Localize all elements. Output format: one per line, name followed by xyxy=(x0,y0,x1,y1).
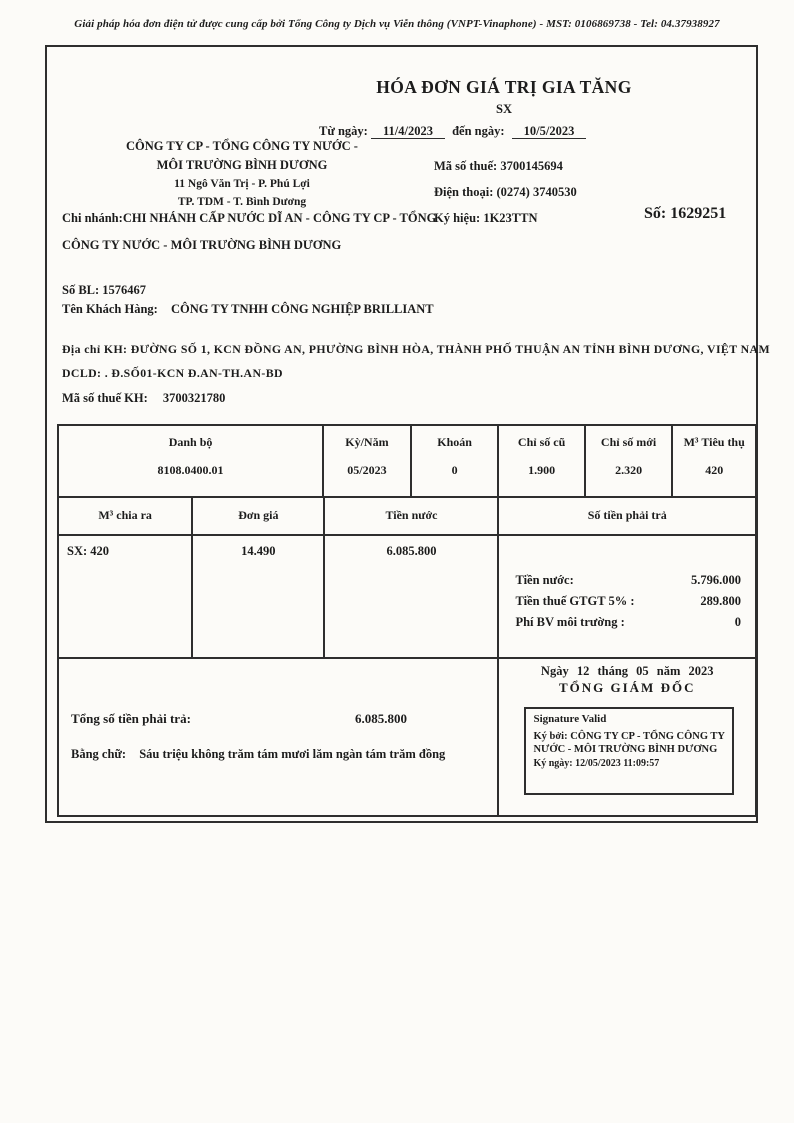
total-value: 289.800 xyxy=(700,594,741,608)
grand-total-label: Tổng số tiền phải trả: xyxy=(71,711,191,726)
column-header-tien-nuoc: Tiền nước xyxy=(323,498,497,534)
invoice-title: HÓA ĐƠN GIÁ TRỊ GIA TĂNG xyxy=(376,77,632,97)
signed-date-row xyxy=(533,758,725,769)
invoice-serial-label: Ký hiệu: xyxy=(434,211,481,225)
cell-value: 420 xyxy=(705,463,724,477)
table-cell-tieu-thu xyxy=(671,426,755,496)
customer-name-value: CÔNG TY TNHH CÔNG NGHIỆP BRILLIANT xyxy=(170,302,434,316)
table-cell-chi-so-moi xyxy=(584,426,672,496)
table-cell-ky-nam xyxy=(322,426,410,496)
so-bl-label: Số BL: xyxy=(62,283,100,297)
customer-tax-label: Mã số thuế KH: xyxy=(62,391,148,405)
signed-date-label: Ký ngày: xyxy=(533,758,573,769)
total-label: Tiền thuế GTGT 5% : xyxy=(515,594,635,608)
column-header: Danh bộ xyxy=(168,435,213,449)
seller-tax-code: 3700145694 xyxy=(500,159,563,173)
total-line-water xyxy=(499,570,755,591)
seller-name-line1: CÔNG TY CP - TỔNG CÔNG TY NƯỚC - xyxy=(126,139,358,153)
grand-total-value: 6.085.800 xyxy=(355,711,407,726)
column-header: Chỉ số cũ xyxy=(517,435,566,449)
column-header-don-gia: Đơn giá xyxy=(191,498,323,534)
digital-signature-box xyxy=(524,707,734,795)
invoice-type-code: SX xyxy=(496,102,512,116)
director-title: TỔNG GIÁM ĐỐC xyxy=(558,680,696,695)
customer-name-label: Tên Khách Hàng: xyxy=(62,302,158,316)
seller-name-line2: MÔI TRƯỜNG BÌNH DƯƠNG xyxy=(156,158,328,172)
seller-company-block xyxy=(87,137,397,211)
seller-address-line2: TP. TDM - T. Bình Dương xyxy=(177,196,307,208)
customer-address-block xyxy=(62,337,770,385)
customer-name-row xyxy=(62,302,434,317)
seller-tax-row xyxy=(434,159,577,185)
from-date-label: Từ ngày: xyxy=(319,124,368,138)
branch-label: Chi nhánh: xyxy=(62,211,123,225)
column-header: M³ Tiêu thụ xyxy=(683,435,745,449)
branch-value: CHI NHÁNH CẤP NƯỚC DĨ AN - CÔNG TY CP - TỔNG CÔNG TY NƯỚC - MÔI TRƯỜNG BÌNH DƯƠNG xyxy=(62,211,437,252)
total-line-vat xyxy=(499,591,755,612)
title-block xyxy=(365,77,643,117)
to-date-label: đến ngày: xyxy=(452,124,505,138)
total-line-env-fee xyxy=(499,612,755,633)
meter-reading-table xyxy=(59,426,755,496)
customer-address-label: Địa chỉ KH: xyxy=(62,342,128,356)
charge-cell-m3: SX: 420 xyxy=(67,544,110,558)
amount-in-words-label: Bằng chữ: xyxy=(71,747,127,761)
invoice-number-label: Số: xyxy=(644,205,667,222)
amounts-due-cell xyxy=(497,536,755,657)
amount-in-words-value: Sáu triệu không trăm tám mươi lăm ngàn tám trăm đồng xyxy=(139,747,446,761)
signed-by-label: Ký bởi: xyxy=(533,731,568,742)
column-header: Kỳ/Năm xyxy=(345,435,389,449)
footer-section xyxy=(59,657,755,815)
cell-value: 8108.0400.01 xyxy=(157,463,224,477)
cell-value: 1.900 xyxy=(528,463,556,477)
signed-date-value: 12/05/2023 11:09:57 xyxy=(575,758,660,769)
column-header: Chỉ số mới xyxy=(600,435,657,449)
footer-right-cell xyxy=(497,659,755,815)
customer-dcld-line: DCLD: . Đ.SỐ01-KCN Đ.AN-TH.AN-BD xyxy=(62,366,283,380)
invoice-number-row xyxy=(644,205,726,223)
from-date-value: 11/4/2023 xyxy=(371,124,445,139)
table-cell-chi-so-cu xyxy=(497,426,583,496)
cell-value: 2.320 xyxy=(615,463,643,477)
column-header-m3-chia-ra: M³ chia ra xyxy=(98,508,152,522)
seller-tax-label: Mã số thuế: xyxy=(434,159,498,173)
customer-tax-row xyxy=(62,391,225,406)
column-header-so-tien-phai-tra: Số tiền phải trả xyxy=(497,498,755,534)
provider-line: Giải pháp hóa đơn điện tử được cung cấp bởi Tổng Công ty Dịch vụ Viễn thông (VNPT-Vinaphone) - MST: 0106869738 - Tel: 04.37938927 xyxy=(74,18,720,30)
signed-by-value: CÔNG TY CP - TỔNG CÔNG TY NƯỚC - MÔI TRƯỜNG BÌNH DƯƠNG xyxy=(533,731,725,755)
amount-in-words-row xyxy=(71,747,445,762)
charge-cell-water-amount: 6.085.800 xyxy=(323,536,497,657)
customer-address-row xyxy=(62,337,770,361)
charge-table-body xyxy=(59,534,755,657)
invoice-serial-value: 1K23TTN xyxy=(483,211,538,225)
so-bl-row xyxy=(62,283,146,298)
seller-address-line1: 11 Ngô Văn Trị - P. Phú Lợi xyxy=(174,178,310,190)
so-bl-value: 1576467 xyxy=(102,283,147,297)
seller-phone-label: Điện thoại: xyxy=(434,185,494,199)
total-value: 5.796.000 xyxy=(690,573,741,587)
cell-value: 0 xyxy=(451,463,458,477)
customer-address-value: ĐƯỜNG SỐ 1, KCN ĐỒNG AN, PHƯỜNG BÌNH HÒA, THÀNH PHỐ THUẬN AN TỈNH BÌNH DƯƠNG, VIỆT NAM xyxy=(130,342,770,356)
signed-by-row xyxy=(533,730,725,756)
invoice-tables xyxy=(57,424,757,817)
total-label: Phí BV môi trường : xyxy=(515,615,625,629)
total-value: 0 xyxy=(734,615,741,629)
branch-line xyxy=(62,205,458,259)
invoice-frame xyxy=(45,45,770,823)
customer-tax-code: 3700321780 xyxy=(162,391,226,405)
cell-value: 05/2023 xyxy=(347,463,387,477)
signature-date-line: Ngày 12 tháng 05 năm 2023 xyxy=(540,664,714,678)
signature-valid-text: Signature Valid xyxy=(533,713,607,725)
table-cell-khoan xyxy=(410,426,498,496)
charge-table-header xyxy=(59,496,755,534)
seller-phone-value: (0274) 3740530 xyxy=(496,185,577,199)
table-cell-danh-bo xyxy=(59,426,322,496)
charge-cell-unit-price: 14.490 xyxy=(191,536,323,657)
footer-left-cell xyxy=(59,659,497,815)
to-date-value: 10/5/2023 xyxy=(512,124,587,139)
invoice-number-value: 1629251 xyxy=(670,205,727,222)
column-header: Khoán xyxy=(437,435,472,449)
total-label: Tiền nước: xyxy=(515,573,574,587)
